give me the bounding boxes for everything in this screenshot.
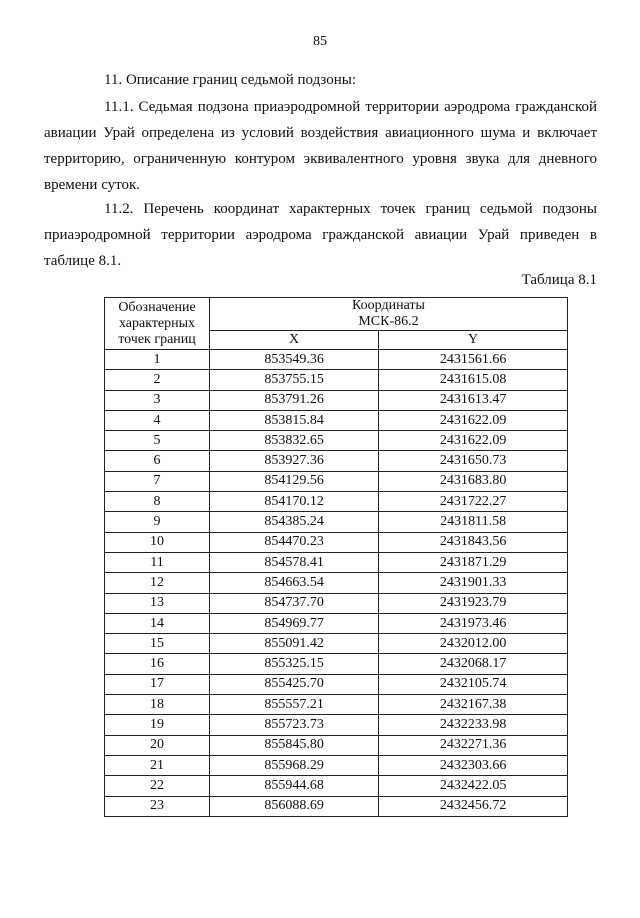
coord-x: 856088.69: [210, 796, 379, 816]
coord-y: 2431843.56: [379, 532, 568, 552]
table-row: [105, 451, 568, 471]
coord-x: 854129.56: [210, 471, 379, 491]
coord-x: 855723.73: [210, 715, 379, 735]
coord-x: 853815.84: [210, 410, 379, 430]
coord-x: 854385.24: [210, 512, 379, 532]
table-row: [105, 350, 568, 370]
coord-y: 2432167.38: [379, 695, 568, 715]
coord-y: 2432422.05: [379, 776, 568, 796]
point-id: 7: [105, 471, 210, 491]
coord-x: 855845.80: [210, 735, 379, 755]
point-id: 1: [105, 350, 210, 370]
point-id: 17: [105, 674, 210, 694]
coord-x: 854578.41: [210, 552, 379, 572]
table-body: [105, 350, 568, 817]
paragraph-11-1: 11.1. Седьмая подзона приаэродромной территории аэродрома гражданской авиации Урай определена из условий воздействия авиационного шума и включает территорию, ограниченную контуром эквивалентного уровня звука для дневного времени суток.: [44, 99, 597, 193]
coord-x: 853832.65: [210, 431, 379, 451]
coord-y: 2432012.00: [379, 634, 568, 654]
coord-x: 854470.23: [210, 532, 379, 552]
table-row: [105, 552, 568, 572]
coord-y: 2431811.58: [379, 512, 568, 532]
point-id: 13: [105, 593, 210, 613]
table-row: [105, 674, 568, 694]
coord-y: 2432271.36: [379, 735, 568, 755]
coordinates-table: [104, 297, 568, 817]
coord-y: 2431615.08: [379, 370, 568, 390]
coord-y: 2431613.47: [379, 390, 568, 410]
coord-x: 853755.15: [210, 370, 379, 390]
coord-x: 853791.26: [210, 390, 379, 410]
table-row: [105, 776, 568, 796]
header-y: Y: [379, 331, 568, 350]
table-row: [105, 573, 568, 593]
point-id: 19: [105, 715, 210, 735]
coord-x: 853549.36: [210, 350, 379, 370]
point-id: 12: [105, 573, 210, 593]
header-coordinates: [210, 298, 568, 331]
table-row: [105, 654, 568, 674]
coord-x: 853927.36: [210, 451, 379, 471]
coord-x: 855557.21: [210, 695, 379, 715]
table-row: [105, 390, 568, 410]
point-id: 16: [105, 654, 210, 674]
table-row: [105, 471, 568, 491]
section-heading: 11. Описание границ седьмой подзоны:: [104, 72, 356, 88]
coord-x: 854969.77: [210, 613, 379, 633]
page-number: 85: [313, 34, 327, 49]
table-row: [105, 755, 568, 775]
coord-x: 855944.68: [210, 776, 379, 796]
point-id: 21: [105, 755, 210, 775]
table-row: [105, 370, 568, 390]
coord-y: 2431650.73: [379, 451, 568, 471]
coord-y: 2431622.09: [379, 431, 568, 451]
point-id: 14: [105, 613, 210, 633]
point-id: 6: [105, 451, 210, 471]
coord-x: 854737.70: [210, 593, 379, 613]
point-id: 10: [105, 532, 210, 552]
table-row: [105, 796, 568, 816]
point-id: 5: [105, 431, 210, 451]
coord-x: 855325.15: [210, 654, 379, 674]
point-id: 18: [105, 695, 210, 715]
header-coordinate-system: МСК-86.2: [358, 314, 419, 329]
point-id: 3: [105, 390, 210, 410]
table-caption: Таблица 8.1: [521, 272, 597, 288]
coord-y: 2431973.46: [379, 613, 568, 633]
header-coordinates-title: Координаты: [352, 298, 425, 313]
table-row: [105, 735, 568, 755]
point-id: 4: [105, 410, 210, 430]
point-id: 23: [105, 796, 210, 816]
coord-y: 2432233.98: [379, 715, 568, 735]
coord-y: 2431901.33: [379, 573, 568, 593]
table-row: [105, 613, 568, 633]
point-id: 15: [105, 634, 210, 654]
coord-x: 855968.29: [210, 755, 379, 775]
point-id: 20: [105, 735, 210, 755]
point-id: 8: [105, 492, 210, 512]
coord-x: 855091.42: [210, 634, 379, 654]
coord-y: 2431871.29: [379, 552, 568, 572]
paragraph-11-2: 11.2. Перечень координат характерных точек границ седьмой подзоны приаэродромной территории аэродрома гражданской авиации Урай приведен в таблице 8.1.: [44, 201, 597, 269]
coord-x: 854170.12: [210, 492, 379, 512]
table-row: [105, 695, 568, 715]
table-row: [105, 492, 568, 512]
table-row: [105, 715, 568, 735]
coord-y: 2431683.80: [379, 471, 568, 491]
coord-y: 2431722.27: [379, 492, 568, 512]
table-row: [105, 410, 568, 430]
point-id: 11: [105, 552, 210, 572]
point-id: 22: [105, 776, 210, 796]
header-x: X: [210, 331, 379, 350]
coord-y: 2431561.66: [379, 350, 568, 370]
coord-x: 854663.54: [210, 573, 379, 593]
point-id: 2: [105, 370, 210, 390]
header-points: Обозначение характерных точек границ: [105, 298, 210, 350]
coord-y: 2431622.09: [379, 410, 568, 430]
coord-y: 2432303.66: [379, 755, 568, 775]
table-row: [105, 431, 568, 451]
coord-y: 2432456.72: [379, 796, 568, 816]
coord-y: 2432105.74: [379, 674, 568, 694]
coord-y: 2431923.79: [379, 593, 568, 613]
table-row: [105, 512, 568, 532]
coord-x: 855425.70: [210, 674, 379, 694]
table-row: [105, 532, 568, 552]
point-id: 9: [105, 512, 210, 532]
table-row: [105, 634, 568, 654]
table-row: [105, 593, 568, 613]
coord-y: 2432068.17: [379, 654, 568, 674]
